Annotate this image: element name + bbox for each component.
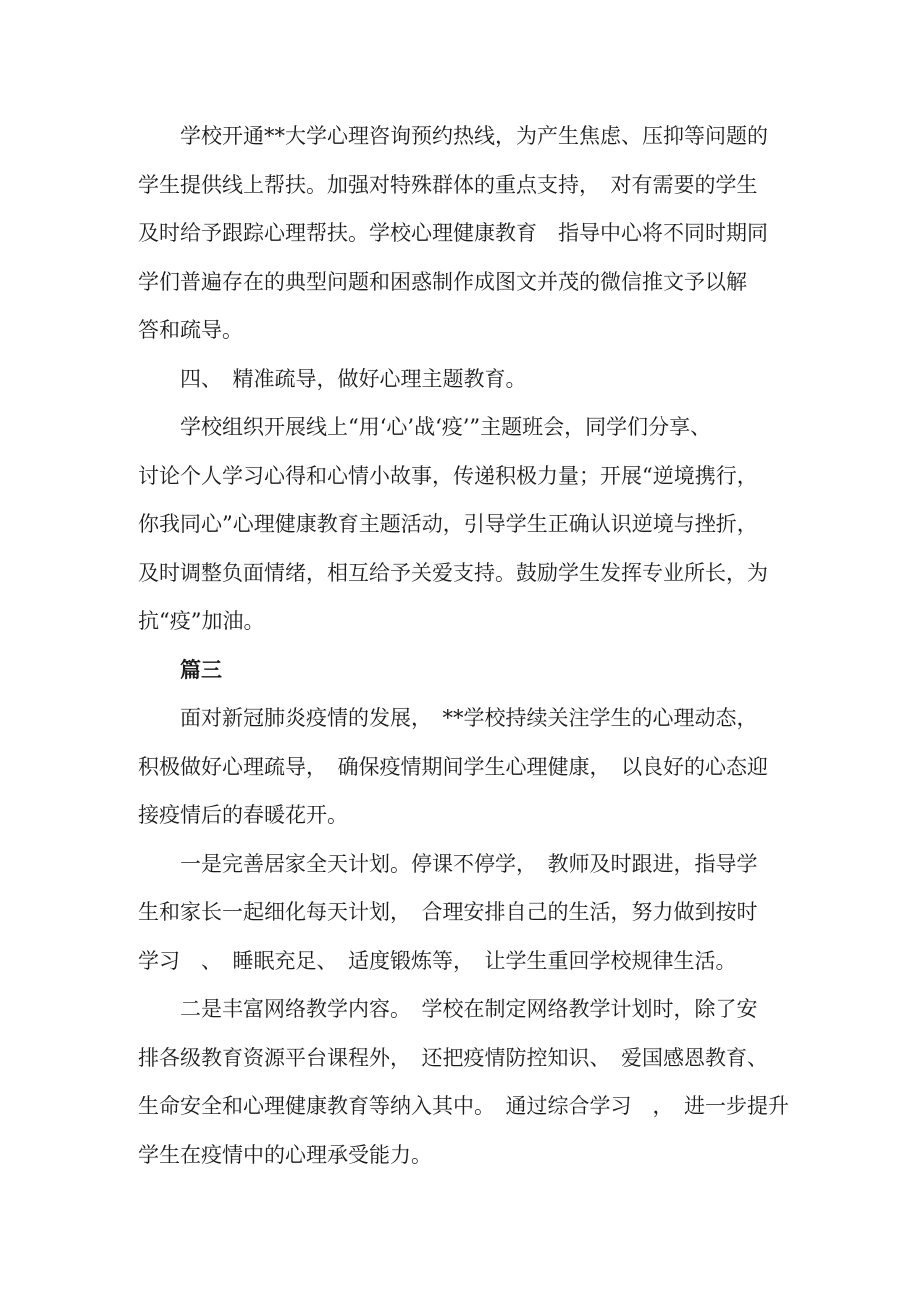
document-body bbox=[138, 112, 798, 1179]
part-heading: 篇三 bbox=[138, 657, 222, 682]
text-line: 及时调整负面情绪，相互给予关爱支持。鼓励学生发挥专业所长，为 bbox=[138, 560, 768, 585]
text-line: 你我同心”心理健康教育主题活动，引导学生正确认识逆境与挫折， bbox=[138, 512, 758, 536]
text-line: 讨论个人学习心得和心情小故事，传递积极力量；开展“逆境携行， bbox=[138, 463, 758, 488]
text-line: 生和家长一起细化每天计划， 合理安排自己的生活，努力做到按时 bbox=[138, 900, 758, 924]
text-line: 学生在疫情中的心理承受能力。 bbox=[138, 1142, 432, 1167]
text-line: 学校开通**大学心理咨询预约热线，为产生焦虑、压抑等问题的 bbox=[138, 124, 768, 148]
text-line: 答和疏导。 bbox=[138, 318, 243, 342]
text-line: 生命安全和心理健康教育等纳入其中。 通过综合学习 ， 进一步提升 bbox=[138, 1094, 789, 1118]
text-line: 学们普遍存在的典型问题和困惑制作成图文并茂的微信推文予以解 bbox=[138, 269, 747, 294]
text-line: 及时给予跟踪心理帮扶。学校心理健康教育 指导中心将不同时期同 bbox=[138, 221, 768, 245]
text-line: 学习 、 睡眠充足、 适度锻炼等， 让学生重回学校规律生活。 bbox=[138, 948, 737, 973]
text-line: 接疫情后的春暖花开。 bbox=[138, 803, 348, 827]
text-line: 排各级教育资源平台课程外， 还把疫情防控知识、 爱国感恩教育、 bbox=[138, 1045, 768, 1070]
text-line: 学校组织开展线上“用‘心’战‘疫’”主题班会，同学们分享、 bbox=[138, 415, 712, 439]
text-line: 抗“疫”加油。 bbox=[138, 609, 265, 633]
text-line: 二是丰富网络教学内容。 学校在制定网络教学计划时，除了安 bbox=[138, 997, 758, 1021]
text-line: 学生提供线上帮扶。加强对特殊群体的重点支持， 对有需要的学生 bbox=[138, 172, 758, 197]
text-line: 积极做好心理疏导， 确保疫情期间学生心理健康， 以良好的心态迎 bbox=[138, 754, 768, 779]
text-line: 一是完善居家全天计划。停课不停学， 教师及时跟进，指导学 bbox=[138, 851, 758, 876]
section-heading-line: 四、 精准疏导，做好心理主题教育。 bbox=[138, 366, 527, 391]
text-line: 面对新冠肺炎疫情的发展， **学校持续关注学生的心理动态， bbox=[138, 706, 758, 730]
